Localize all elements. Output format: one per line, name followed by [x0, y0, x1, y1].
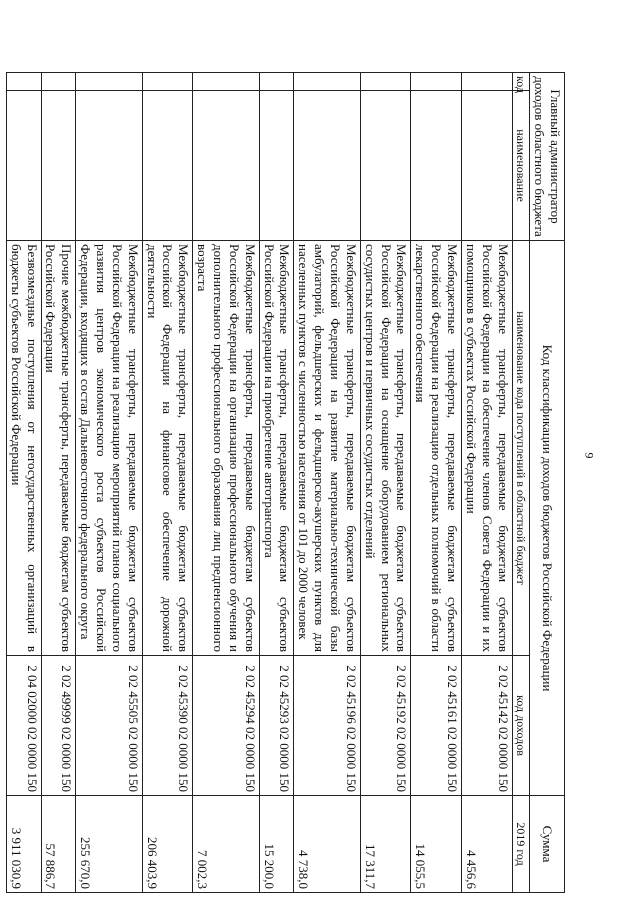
admin-name-cell [294, 91, 360, 241]
admin-name-cell [462, 91, 513, 241]
revenue-code-header: код доходов [512, 656, 530, 796]
revenue-description: Межбюджетные трансферты, передаваемые бюджетам субъектов Российской Федерации на оснащение оборудованием региональных сосудистых центров и первичных сосудистых отделений [360, 241, 411, 656]
revenue-sum: 3 911 030,9 [6, 796, 41, 893]
revenue-code: 2 02 45505 02 0000 150 [76, 656, 142, 796]
revenue-description: Межбюджетные трансферты, передаваемые бюджетам субъектов Российской Федерации на развитие материально-технической базы амбулаторий, фельдшерских и фельдшерско-акушерских пунктов для населенных пунктов с численностью населения от 101 до 2000 человек [294, 241, 360, 656]
admin-code-cell [462, 73, 513, 91]
revenue-description: Межбюджетные трансферты, передаваемые бюджетам субъектов Российской Федерации на приобретение автотранспорта [259, 241, 294, 656]
revenue-description: Межбюджетные трансферты, передаваемые бюджетам субъектов Российской Федерации на реализацию отдельных полномочий в области лекарственного обеспечения [411, 241, 462, 656]
revenue-sum: 4 738,0 [294, 796, 360, 893]
revenue-code: 2 02 45161 02 0000 150 [411, 656, 462, 796]
admin-name-cell [6, 91, 41, 241]
table-row [193, 73, 259, 893]
sum-header: Сумма [530, 796, 565, 893]
revenue-sum: 4 456,6 [462, 796, 513, 893]
revenue-code: 2 02 45142 02 0000 150 [462, 656, 513, 796]
admin-name-cell [76, 91, 142, 241]
revenue-description: Межбюджетные трансферты, передаваемые бюджетам субъектов Российской Федерации на реализацию мероприятий планов социального развития центров экономического роста субъектов Российской Федерации, входящих в состав Дальневосточного федерального округа [76, 241, 142, 656]
admin-header: Главный администратор доходов областного бюджета [530, 73, 565, 241]
revenue-description: Безвозмездные поступления от негосударственных организаций в бюджеты субъектов Российской Федерации [6, 241, 41, 656]
admin-code-cell [6, 73, 41, 91]
revenue-code: 2 02 45293 02 0000 150 [259, 656, 294, 796]
admin-code-cell [259, 73, 294, 91]
revenue-table [6, 72, 565, 893]
admin-code-cell [193, 73, 259, 91]
table-row [360, 73, 411, 893]
revenue-sum: 14 055,5 [411, 796, 462, 893]
revenue-description: Межбюджетные трансферты, передаваемые бюджетам субъектов Российской Федерации на обеспечение членов Совета Федерации и их помощников в субъектах Российской Федерации [462, 241, 513, 656]
revenue-sum: 255 670,0 [76, 796, 142, 893]
table-row [41, 73, 76, 893]
table-row [76, 73, 142, 893]
table-row [294, 73, 360, 893]
admin-name-cell [259, 91, 294, 241]
revenue-sum: 15 200,0 [259, 796, 294, 893]
admin-code-header: код [512, 73, 530, 91]
revenue-sum: 57 886,7 [41, 796, 76, 893]
revenue-code: 2 02 45192 02 0000 150 [360, 656, 411, 796]
table-row [411, 73, 462, 893]
admin-name-cell [193, 91, 259, 241]
table-row [259, 73, 294, 893]
revenue-code: 2 02 49999 02 0000 150 [41, 656, 76, 796]
admin-name-cell [142, 91, 193, 241]
classification-header: Код классификации доходов бюджетов Российской Федерации [530, 241, 565, 796]
revenue-code: 2 02 45390 02 0000 150 [142, 656, 193, 796]
admin-code-cell [411, 73, 462, 91]
revenue-code: 2 04 02000 02 0000 150 [6, 656, 41, 796]
revenue-description: Межбюджетные трансферты, передаваемые бюджетам субъектов Российской Федерации на финансовое обеспечение дорожной деятельности [142, 241, 193, 656]
admin-code-cell [142, 73, 193, 91]
revenue-code: 2 02 45294 02 0000 150 [193, 656, 259, 796]
rotated-table-container [8, 72, 565, 892]
admin-code-cell [41, 73, 76, 91]
admin-code-cell [360, 73, 411, 91]
revenue-sum: 7 002,3 [193, 796, 259, 893]
admin-name-header: наименование [512, 91, 530, 241]
table-row [6, 73, 41, 893]
admin-name-cell [41, 91, 76, 241]
table-row [462, 73, 513, 893]
admin-code-cell [76, 73, 142, 91]
revenue-name-header: наименование кода поступлений в областной бюджет [512, 241, 530, 656]
admin-code-cell [294, 73, 360, 91]
revenue-sum: 17 311,7 [360, 796, 411, 893]
revenue-description: Межбюджетные трансферты, передаваемые бюджетам субъектов Российской Федерации на организацию профессионального обучения и дополнительного профессионального образования лиц предпенсионного возраста [193, 241, 259, 656]
page-number: 9 [582, 452, 597, 459]
table-row [142, 73, 193, 893]
revenue-description: Прочие межбюджетные трансферты, передаваемые бюджетам субъектов Российской Федерации [41, 241, 76, 656]
revenue-code: 2 02 45196 02 0000 150 [294, 656, 360, 796]
admin-name-cell [360, 91, 411, 241]
year-header: 2019 год [512, 796, 530, 893]
admin-name-cell [411, 91, 462, 241]
revenue-sum: 206 403,9 [142, 796, 193, 893]
